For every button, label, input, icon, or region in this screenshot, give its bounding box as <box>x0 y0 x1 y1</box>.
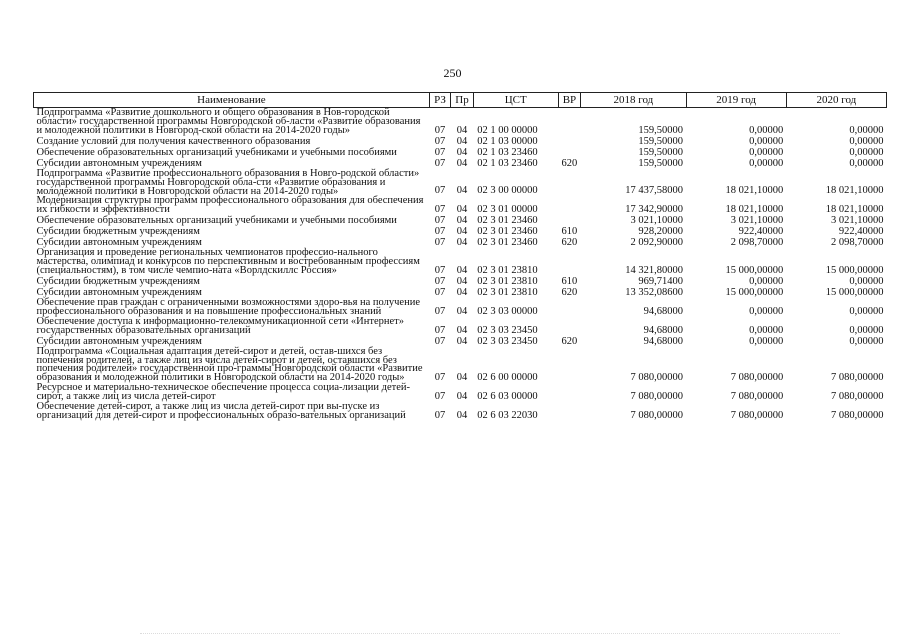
cell-name: Субсидии бюджетным учреждениям <box>36 276 200 288</box>
cell-name: Обеспечение прав граждан с ограниченными возможностями здоро-вья на получение профессионального образования и на повышение профессиональных знаний <box>36 296 420 317</box>
cell-vr <box>558 169 581 197</box>
cell-2020: 0,00000 <box>849 124 884 136</box>
cell-vr <box>558 402 581 421</box>
header-2018: 2018 год <box>581 93 686 108</box>
table-row <box>34 383 887 402</box>
cell-2020: 0,00000 <box>849 135 884 147</box>
cell-2018: 159,50000 <box>638 146 684 158</box>
cell-2019: 0,00000 <box>749 146 784 158</box>
cell-vr: 620 <box>561 237 578 249</box>
cell-2019: 18 021,10000 <box>725 185 784 197</box>
cell-2018: 17 437,58000 <box>625 185 684 197</box>
cell-name: Создание условий для получения качественного образования <box>36 135 311 147</box>
table-body <box>34 108 887 421</box>
cell-2019: 7 080,00000 <box>730 409 784 421</box>
cell-2019: 0,00000 <box>749 305 784 317</box>
cell-name: Субсидии автономным учреждениям <box>36 237 202 249</box>
cell-rz: 07 <box>434 275 446 287</box>
scan-edge-noise <box>140 633 840 636</box>
cell-vr: 610 <box>561 275 578 287</box>
cell-name: Обеспечение детей-сирот, а также лиц из числа детей-сирот при вы-пуске из организаций для детей-сирот и профессиональных образо-вательных организаций <box>36 401 406 421</box>
cell-vr <box>558 136 581 147</box>
cell-pr: 04 <box>456 372 468 384</box>
cell-pr: 04 <box>456 124 468 136</box>
budget-table <box>33 92 887 421</box>
cell-rz: 07 <box>434 335 446 347</box>
cell-vr <box>558 248 581 276</box>
cell-2018: 94,68000 <box>643 305 684 317</box>
cell-2019: 3 021,10000 <box>730 215 784 227</box>
cell-pr: 04 <box>456 146 468 158</box>
cell-2019: 2 098,70000 <box>730 237 784 249</box>
cell-name: Обеспечение образовательных организаций учебниками и учебными пособиями <box>36 215 397 227</box>
cell-cst: 02 3 01 23460 <box>477 226 538 238</box>
cell-2020: 0,00000 <box>849 275 884 287</box>
cell-name: Организация и проведение региональных чемпионатов профессио-нального мастерства, олимпиад и конкурсов по перспективным и востребованным профессиям (специальностям), в том числе чемпио-ната «Ворлдскиллс Россия» <box>36 247 420 277</box>
cell-vr: 620 <box>561 335 578 347</box>
cell-pr: 04 <box>456 226 468 238</box>
cell-pr: 04 <box>456 237 468 249</box>
cell-rz: 07 <box>434 372 446 384</box>
cell-pr: 04 <box>456 157 468 169</box>
cell-2019: 0,00000 <box>749 275 784 287</box>
cell-cst: 02 6 00 00000 <box>477 372 538 384</box>
cell-2020: 15 000,00000 <box>825 264 884 276</box>
cell-2020: 7 080,00000 <box>831 391 884 403</box>
cell-rz: 07 <box>434 237 446 249</box>
cell-2018: 14 321,80000 <box>625 264 684 276</box>
cell-cst: 02 3 01 23460 <box>477 237 538 249</box>
cell-pr: 04 <box>456 305 468 317</box>
cell-2018: 159,50000 <box>638 124 684 136</box>
cell-cst: 02 3 00 00000 <box>477 185 538 197</box>
cell-2018: 3 021,10000 <box>630 215 684 227</box>
table-row <box>34 298 887 317</box>
cell-rz: 07 <box>434 135 446 147</box>
cell-rz: 07 <box>434 305 446 317</box>
table-row <box>34 169 887 197</box>
cell-2018: 7 080,00000 <box>630 372 684 384</box>
table-row <box>34 276 887 287</box>
cell-2019: 0,00000 <box>749 135 784 147</box>
cell-2018: 928,20000 <box>638 226 684 238</box>
cell-rz: 07 <box>434 204 446 216</box>
cell-cst: 02 3 01 23810 <box>477 275 538 287</box>
cell-2018: 159,50000 <box>638 157 684 169</box>
cell-vr <box>558 298 581 317</box>
cell-pr: 04 <box>456 264 468 276</box>
cell-vr <box>558 317 581 336</box>
cell-name: Субсидии автономным учреждениям <box>36 335 202 347</box>
cell-rz: 07 <box>434 226 446 238</box>
cell-pr: 04 <box>456 286 468 298</box>
cell-name: Подпрограмма «Развитие профессионального образования в Новго-родской области» государственной программы Новгородской обла-сти «Развитие образования и молодежной политики в Новгородской области на 2014-2020 годы» <box>36 167 420 197</box>
cell-cst: 02 1 03 00000 <box>477 135 538 147</box>
cell-vr <box>558 108 581 136</box>
cell-cst: 02 3 01 23460 <box>477 215 538 227</box>
cell-2018: 94,68000 <box>643 324 684 336</box>
cell-cst: 02 1 03 23460 <box>477 146 538 158</box>
table-row <box>34 347 887 384</box>
cell-2019: 7 080,00000 <box>730 391 784 403</box>
cell-vr <box>558 383 581 402</box>
cell-rz: 07 <box>434 215 446 227</box>
header-name: Наименование <box>34 93 430 108</box>
cell-2018: 969,71400 <box>638 275 684 287</box>
cell-2020: 922,40000 <box>838 226 884 238</box>
cell-name: Субсидии бюджетным учреждениям <box>36 226 200 238</box>
cell-name: Модернизация структуры программ профессионального образования для обеспечения их гибкости и эффективности <box>36 195 424 216</box>
cell-2020: 7 080,00000 <box>831 409 884 421</box>
cell-2018: 7 080,00000 <box>630 409 684 421</box>
cell-rz: 07 <box>434 185 446 197</box>
cell-rz: 07 <box>434 264 446 276</box>
cell-2020: 0,00000 <box>849 324 884 336</box>
cell-cst: 02 3 01 23810 <box>477 286 538 298</box>
cell-vr: 610 <box>561 226 578 238</box>
header-vr: ВР <box>558 93 581 108</box>
cell-pr: 04 <box>456 391 468 403</box>
cell-cst: 02 3 03 00000 <box>477 305 538 317</box>
cell-2020: 18 021,10000 <box>825 204 884 216</box>
cell-name: Подпрограмма «Развитие дошкольного и общего образования в Нов-городской области» государственной программы Новгородской об-ласти «Развитие образования и молодежной политики в Новгород-ской области на 2014-2020 годы» <box>36 107 421 136</box>
cell-2019: 0,00000 <box>749 157 784 169</box>
cell-pr: 04 <box>456 409 468 421</box>
cell-cst: 02 6 03 22030 <box>477 409 538 421</box>
cell-cst: 02 3 01 23810 <box>477 264 538 276</box>
cell-pr: 04 <box>456 185 468 197</box>
cell-rz: 07 <box>434 324 446 336</box>
table-row <box>34 317 887 336</box>
cell-vr <box>558 147 581 158</box>
cell-2019: 15 000,00000 <box>725 264 784 276</box>
cell-2018: 159,50000 <box>638 135 684 147</box>
table-row <box>34 248 887 276</box>
cell-2020: 0,00000 <box>849 305 884 317</box>
cell-name: Подпрограмма «Социальная адаптация детей-сирот и детей, остав-шихся без попечения родителей, а также лиц из числа детей-сирот и детей, оставшихся без попечения родителей» государственной про-граммы Новгородской области «Развитие образования и молодежной политики в Новгородской области на 2014-2020 годы» <box>36 345 423 384</box>
cell-pr: 04 <box>456 335 468 347</box>
cell-2020: 18 021,10000 <box>825 185 884 197</box>
cell-2019: 18 021,10000 <box>725 204 784 216</box>
header-2020: 2020 год <box>786 93 886 108</box>
cell-2018: 94,68000 <box>643 335 684 347</box>
table-row <box>34 147 887 158</box>
cell-cst: 02 3 03 23450 <box>477 324 538 336</box>
cell-pr: 04 <box>456 275 468 287</box>
cell-2019: 0,00000 <box>749 335 784 347</box>
cell-rz: 07 <box>434 286 446 298</box>
cell-rz: 07 <box>434 409 446 421</box>
cell-2020: 3 021,10000 <box>831 215 884 227</box>
table-header <box>34 93 887 108</box>
table-row <box>34 136 887 147</box>
cell-vr <box>558 215 581 226</box>
cell-2019: 15 000,00000 <box>725 286 784 298</box>
cell-2019: 922,40000 <box>738 226 784 238</box>
cell-vr <box>558 196 581 215</box>
cell-2019: 7 080,00000 <box>730 372 784 384</box>
table-row <box>34 215 887 226</box>
table-row <box>34 336 887 347</box>
header-cst: ЦСТ <box>473 93 558 108</box>
header-pr: Пр <box>451 93 474 108</box>
cell-cst: 02 3 03 23450 <box>477 335 538 347</box>
table-row <box>34 196 887 215</box>
cell-pr: 04 <box>456 215 468 227</box>
cell-name: Субсидии автономным учреждениям <box>36 287 202 299</box>
header-rz: РЗ <box>429 93 450 108</box>
header-2019: 2019 год <box>686 93 786 108</box>
cell-name: Субсидии автономным учреждениям <box>36 157 202 169</box>
cell-rz: 07 <box>434 146 446 158</box>
cell-2018: 17 342,90000 <box>625 204 684 216</box>
cell-pr: 04 <box>456 204 468 216</box>
cell-name: Ресурсное и материально-техническое обеспечение процесса социа-лизации детей-сирот, а также лиц из числа детей-сирот <box>36 382 410 403</box>
cell-rz: 07 <box>434 124 446 136</box>
cell-2020: 0,00000 <box>849 335 884 347</box>
cell-2018: 2 092,90000 <box>630 237 684 249</box>
cell-pr: 04 <box>456 135 468 147</box>
cell-cst: 02 3 01 00000 <box>477 204 538 216</box>
cell-2020: 0,00000 <box>849 146 884 158</box>
header-row <box>34 93 887 108</box>
cell-2020: 2 098,70000 <box>831 237 884 249</box>
page-number: 250 <box>443 66 462 80</box>
cell-vr: 620 <box>561 157 578 169</box>
cell-vr <box>558 347 581 384</box>
cell-2019: 0,00000 <box>749 324 784 336</box>
cell-cst: 02 6 03 00000 <box>477 391 538 403</box>
cell-cst: 02 1 03 23460 <box>477 157 538 169</box>
cell-rz: 07 <box>434 391 446 403</box>
cell-name: Обеспечение образовательных организаций учебниками и учебными пособиями <box>36 146 397 158</box>
table-row <box>34 402 887 421</box>
cell-2020: 0,00000 <box>849 157 884 169</box>
table-row <box>34 226 887 237</box>
cell-vr: 620 <box>561 286 578 298</box>
cell-cst: 02 1 00 00000 <box>477 124 538 136</box>
cell-2020: 7 080,00000 <box>831 372 884 384</box>
cell-name: Обеспечение доступа к информационно-телекоммуникационной сети «Интернет» государственных образовательных организаций <box>36 315 405 336</box>
cell-2020: 15 000,00000 <box>825 286 884 298</box>
cell-2018: 13 352,08600 <box>625 286 684 298</box>
cell-2018: 7 080,00000 <box>630 391 684 403</box>
cell-2019: 0,00000 <box>749 124 784 136</box>
cell-rz: 07 <box>434 157 446 169</box>
table-row <box>34 108 887 136</box>
cell-pr: 04 <box>456 324 468 336</box>
